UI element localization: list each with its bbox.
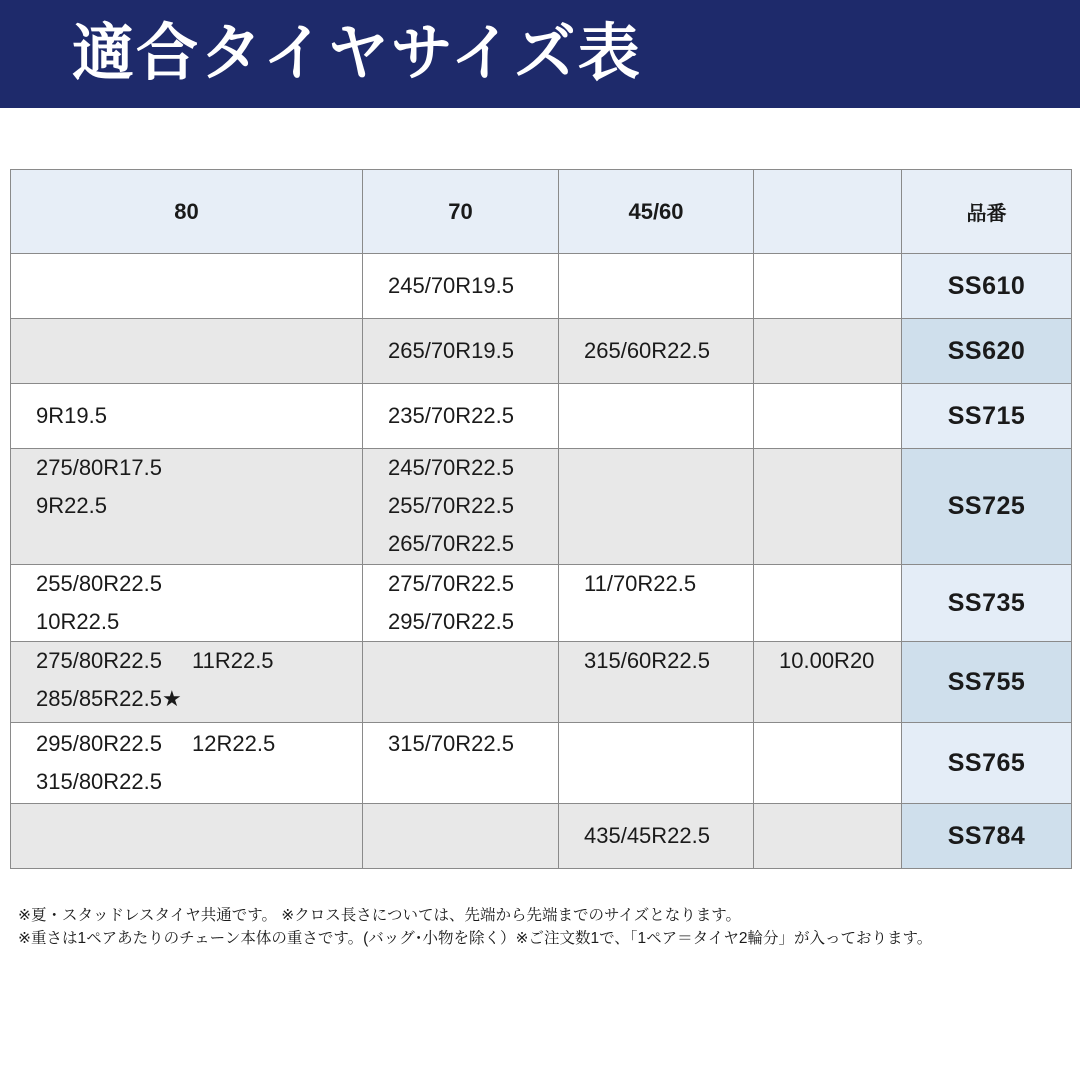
size-text: 265/70R19.5 — [388, 338, 514, 363]
cell-70 — [363, 642, 559, 723]
footnote: ※重さは1ペアあたりのチェーン本体の重さです。(バッグ･小物を除く）※ご注文数1で、「1ペア＝タイヤ2輪分」が入っております。 — [18, 930, 933, 947]
cell-extra — [754, 384, 902, 449]
part-number: SS735 — [902, 565, 1072, 642]
size-text: 315/60R22.5 — [584, 648, 710, 673]
part-number: SS620 — [902, 319, 1072, 384]
cell-70 — [363, 804, 559, 869]
size-text: 275/80R17.5 — [36, 455, 162, 480]
header-part-number: 品番 — [902, 170, 1072, 254]
table-row — [11, 565, 1080, 642]
size-text: 275/80R22.5 — [36, 648, 162, 673]
header-70: 70 — [363, 170, 559, 254]
size-text: 255/70R22.5 — [388, 493, 514, 518]
size-text: 10.00R20 — [779, 648, 875, 673]
size-text: 235/70R22.5 — [388, 403, 514, 428]
cell-45-60 — [559, 565, 754, 642]
cell-70 — [363, 254, 559, 319]
cell-extra — [754, 804, 902, 869]
size-text: 295/70R22.5 — [388, 609, 514, 634]
cell-45-60 — [559, 319, 754, 384]
size-text: 9R19.5 — [36, 403, 107, 428]
part-number: SS715 — [902, 384, 1072, 449]
cell-extra — [754, 565, 902, 642]
size-text: 255/80R22.5 — [36, 571, 162, 596]
tire-size-table — [10, 169, 1080, 869]
table-row — [11, 254, 1080, 319]
size-text: 265/70R22.5 — [388, 531, 514, 556]
header-45-60: 45/60 — [559, 170, 754, 254]
footnotes — [18, 904, 932, 950]
size-text: 315/70R22.5 — [388, 731, 514, 756]
cell-45-60 — [559, 384, 754, 449]
cell-extra — [754, 449, 902, 565]
size-text: 435/45R22.5 — [584, 823, 710, 848]
cell-80 — [11, 804, 363, 869]
size-text: 11/70R22.5 — [584, 571, 697, 596]
tire-size-table-wrapper — [10, 169, 1080, 869]
cell-80 — [11, 642, 363, 723]
cell-80 — [11, 254, 363, 319]
cell-70 — [363, 384, 559, 449]
size-text: 245/70R22.5 — [388, 455, 514, 480]
table-row — [11, 319, 1080, 384]
cell-45-60 — [559, 449, 754, 565]
table-row — [11, 384, 1080, 449]
part-number: SS755 — [902, 642, 1072, 723]
header-80: 80 — [11, 170, 363, 254]
cell-80 — [11, 723, 363, 804]
cell-70 — [363, 565, 559, 642]
header-blank — [754, 170, 902, 254]
cell-extra — [754, 319, 902, 384]
title-banner — [0, 0, 1080, 108]
table-edge — [1072, 170, 1080, 254]
cell-extra — [754, 642, 902, 723]
cell-extra — [754, 254, 902, 319]
part-number: SS725 — [902, 449, 1072, 565]
footnote: ※夏・スタッドレスタイヤ共通です。 ※クロス長さについては、先端から先端までのサイズとなります。 — [18, 907, 741, 924]
cell-45-60 — [559, 254, 754, 319]
cell-80 — [11, 319, 363, 384]
size-text: 295/80R22.5 — [36, 731, 162, 756]
table-header-row — [11, 170, 1080, 254]
page-title: 適合タイヤサイズ表 — [72, 19, 642, 88]
size-text: 9R22.5 — [36, 493, 107, 518]
cell-70 — [363, 723, 559, 804]
size-text: 11R22.5 — [192, 648, 274, 673]
part-number: SS610 — [902, 254, 1072, 319]
cell-45-60 — [559, 642, 754, 723]
size-text: 10R22.5 — [36, 609, 120, 634]
cell-80 — [11, 449, 363, 565]
table-row — [11, 723, 1080, 804]
cell-45-60 — [559, 723, 754, 804]
size-text: 265/60R22.5 — [584, 338, 710, 363]
size-text: 245/70R19.5 — [388, 273, 514, 298]
table-row — [11, 449, 1080, 565]
cell-80 — [11, 384, 363, 449]
size-text: 315/80R22.5 — [36, 769, 162, 794]
size-text: 275/70R22.5 — [388, 571, 514, 596]
table-row — [11, 804, 1080, 869]
part-number: SS765 — [902, 723, 1072, 804]
cell-extra — [754, 723, 902, 804]
table-row — [11, 642, 1080, 723]
size-text: 12R22.5 — [192, 731, 276, 756]
size-text: 285/85R22.5★ — [36, 686, 182, 711]
cell-45-60 — [559, 804, 754, 869]
cell-70 — [363, 449, 559, 565]
part-number: SS784 — [902, 804, 1072, 869]
cell-70 — [363, 319, 559, 384]
cell-80 — [11, 565, 363, 642]
